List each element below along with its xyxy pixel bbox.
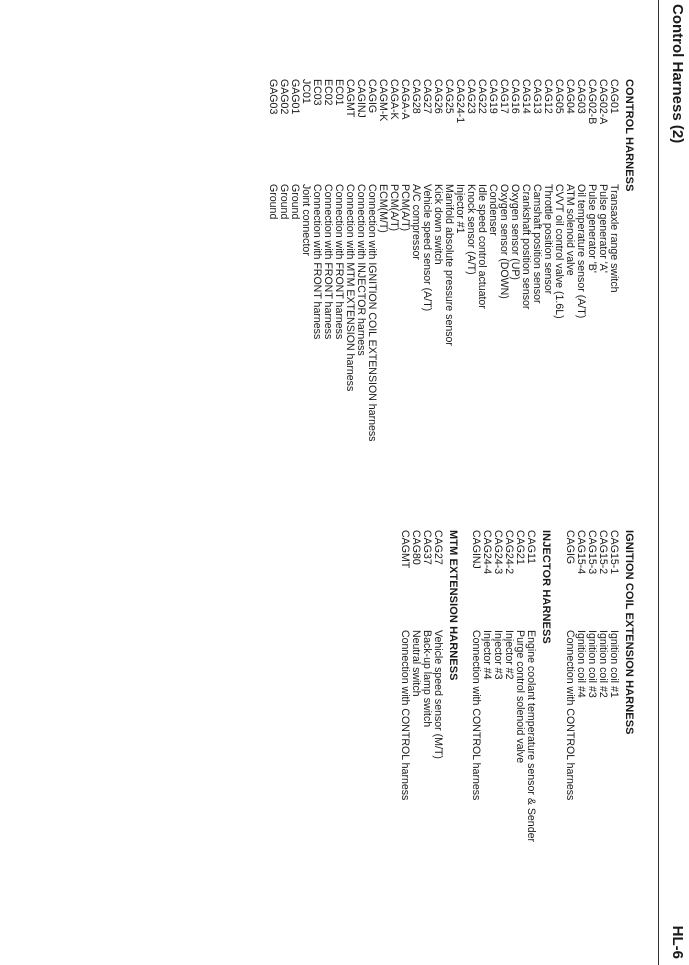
connector-code: CAG19	[487, 79, 499, 114]
connector-code: CAG24-3	[492, 530, 504, 575]
connector-description: Crankshaft position sensor	[520, 184, 532, 310]
connector-description: Connection with CONTROL harness	[399, 630, 411, 801]
connector-code: JC01	[300, 79, 312, 104]
injector-harness-title: INJECTOR HARNESS	[540, 530, 552, 644]
connector-code: GAG03	[267, 79, 279, 115]
connector-description: Kick down switch	[432, 184, 444, 265]
connector-code: CAG24-1	[454, 79, 466, 124]
connector-code: EC02	[322, 79, 334, 106]
connector-description: Oxygen sensor (UP)	[509, 184, 521, 280]
connector-code: CAG17	[498, 79, 510, 114]
connector-description: Camshaft position sensor	[531, 184, 543, 304]
connector-description: Connection with FRONT harness	[311, 184, 323, 340]
connector-code: EC03	[311, 79, 323, 106]
connector-description: Connection with IGNITION COIL EXTENSION harness	[366, 184, 378, 442]
connector-description: Engine coolant temperature sensor & Sender	[525, 630, 537, 843]
connector-code: EC01	[333, 79, 345, 106]
connector-code: CAG22	[476, 79, 488, 114]
connector-description: Purge control solenoid valve	[514, 630, 526, 764]
connector-description: Oxygen sensor (DOWN)	[498, 184, 510, 299]
connector-description: Ignition coil #1	[608, 630, 620, 698]
mtm-extension-harness-title: MTM EXTENSION HARNESS	[447, 530, 459, 681]
header-divider	[658, 0, 659, 965]
connector-description: Connection with FRONT harness	[333, 184, 345, 340]
connector-code: CAG02-B	[586, 79, 598, 125]
connector-code: CAG25	[443, 79, 455, 114]
connector-description: ATM solenoid valve	[564, 184, 576, 276]
ignition-coil-extension-harness-title: IGNITION COIL EXTENSION HARNESS	[623, 530, 635, 735]
connector-description: Connection with CONTROL harness	[470, 630, 482, 801]
connector-code: CAG26	[432, 79, 444, 114]
connector-description: Ignition coil #4	[575, 630, 587, 698]
connector-description: ECM(M/T)	[377, 184, 389, 233]
connector-description: Manifold absolute pressure sensor	[443, 184, 455, 346]
connector-code: CAG16	[509, 79, 521, 114]
connector-description: Transaxle range switch	[608, 184, 620, 293]
control-harness-title: CONTROL HARNESS	[623, 79, 635, 192]
connector-description: CVVT oil control valve (1.6L)	[553, 184, 565, 319]
connector-description: Idle speed control actuator	[476, 184, 488, 309]
connector-code: CAG37	[421, 530, 433, 565]
connector-code: CAGMT	[344, 79, 356, 118]
connector-code: CAGINJ	[355, 79, 367, 118]
connector-code: CAGA-A	[399, 79, 411, 120]
connector-code: CAGMT	[399, 530, 411, 569]
connector-description: Injector #4	[481, 630, 493, 680]
connector-code: CAG13	[531, 79, 543, 114]
connector-description: Connection with MTM EXTENSION harness	[344, 184, 356, 392]
connector-description: Throttle position sensor	[542, 184, 554, 295]
connector-code: CAG21	[514, 530, 526, 565]
connector-code: CAG01	[608, 79, 620, 114]
connector-code: CAG27	[432, 530, 444, 565]
connector-description: Ground	[289, 184, 301, 220]
connector-code: CAG11	[525, 530, 537, 564]
connector-code: CAG15-1	[608, 530, 620, 575]
connector-code: CAG27	[421, 79, 433, 114]
connector-description: Injector #1	[454, 184, 466, 234]
connector-description: Neutral switch	[410, 630, 422, 697]
connector-description: Ignition coil #2	[597, 630, 609, 698]
connector-description: Oil temperature sensor (A/T)	[575, 184, 587, 319]
connector-code: CAG80	[410, 530, 422, 565]
connector-code: CAG15-4	[575, 530, 587, 575]
connector-code: CAG03	[575, 79, 587, 114]
connector-description: Vehicle speed sensor (M/T)	[432, 630, 444, 759]
connector-code: CAG12	[542, 79, 554, 114]
connector-description: PCM(A/T)	[388, 184, 400, 232]
connector-description: Injector #2	[503, 630, 515, 680]
connector-code: CAG15-3	[586, 530, 598, 575]
connector-description: Injector #3	[492, 630, 504, 680]
connector-description: Connection with CONTROL harness	[564, 630, 576, 801]
connector-code: CAG02-A	[597, 79, 609, 125]
connector-code: CAG23	[465, 79, 477, 114]
connector-description: Pulse generator 'B'	[586, 184, 598, 273]
connector-code: CAG05	[553, 79, 565, 114]
connector-code: CAG28	[410, 79, 422, 114]
connector-description: Ground	[278, 184, 290, 220]
connector-code: CAG24-2	[503, 530, 515, 575]
connector-code: CAG14	[520, 79, 532, 114]
page-title: Control Harness (2)	[669, 4, 686, 144]
connector-code: CAG15-2	[597, 530, 609, 575]
connector-description: Connection with INJECTOR harness	[355, 184, 367, 356]
connector-description: Pulse generator 'A'	[597, 184, 609, 273]
connector-description: Condenser	[487, 184, 499, 236]
connector-description: Knock sensor (A/T)	[465, 184, 477, 275]
page-number: HL-6	[669, 925, 686, 959]
connector-description: Ignition coil #3	[586, 630, 598, 698]
connector-description: Back-up lamp switch	[421, 630, 433, 728]
connector-code: GAG02	[278, 79, 290, 115]
connector-description: Joint connector	[300, 184, 312, 256]
connector-code: CAGINJ	[470, 530, 482, 569]
connector-code: GAG01	[289, 79, 301, 115]
connector-code: CAG24-4	[481, 530, 493, 575]
connector-description: A/C compressor	[410, 184, 422, 260]
connector-description: Vehicle speed sensor (A/T)	[421, 184, 433, 312]
connector-code: CAG04	[564, 79, 576, 114]
connector-description: Ground	[267, 184, 279, 220]
connector-code: CAGM-K	[377, 79, 389, 122]
connector-description: Connection with FRONT harness	[322, 184, 334, 340]
connector-description: PCM(A/T)	[399, 184, 411, 232]
connector-code: CAGIG	[366, 79, 378, 114]
connector-code: CAGIG	[564, 530, 576, 565]
connector-code: CAGA-K	[388, 79, 400, 120]
